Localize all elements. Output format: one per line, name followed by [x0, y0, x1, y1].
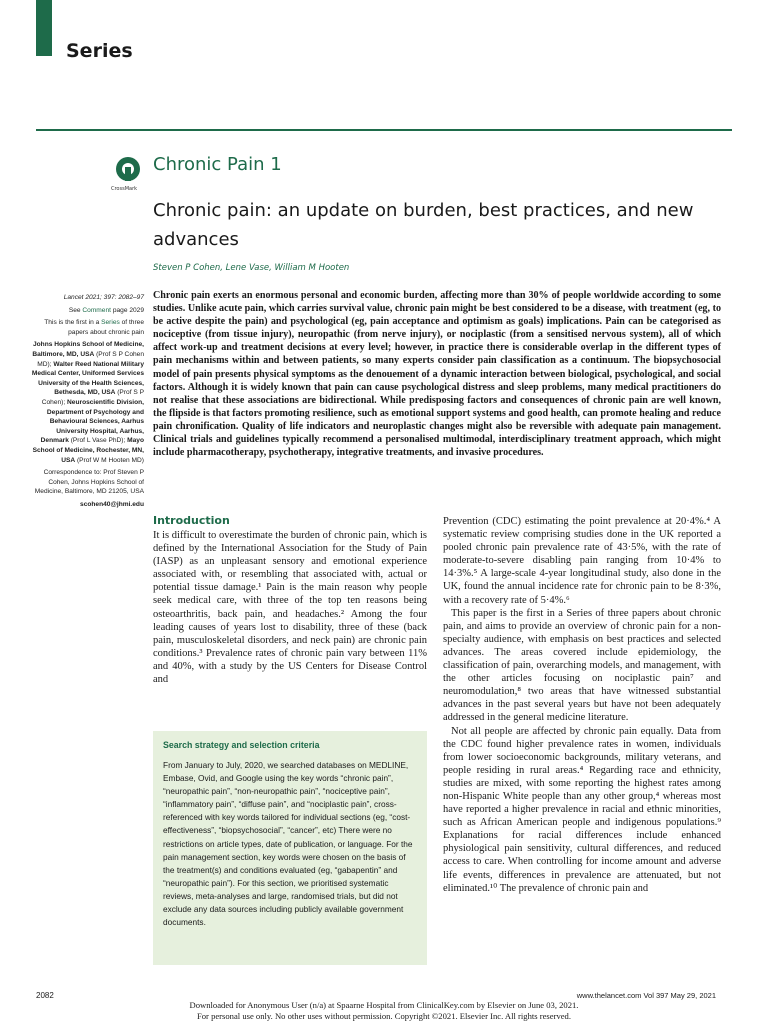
download-notice-2: For personal use only. No other uses without permission. Copyright ©2021. Elsevier Inc. All rights reserved.	[196, 1011, 572, 1021]
download-notice-1: Downloaded for Anonymous User (n/a) at Spaarne Hospital from ClinicalKey.com by Elsevier on June 03, 2021.	[189, 1000, 579, 1010]
citation: Lancet 2021; 397: 2082–97	[63, 294, 144, 301]
affiliation-2: Walter Reed National Military Medical Center, Uniformed Services University of the Health Sciences, Bethesda, MD, USA	[31, 360, 144, 397]
affiliation-4-author: (Prof W M Hooten MD)	[75, 456, 144, 464]
correspondence: Correspondence to: Prof Steven P Cohen, Johns Hopkins School of Medicine, Baltimore, MD 21205, USA	[34, 469, 144, 496]
panel-body: From January to July, 2020, we searched databases on MEDLINE, Embase, Ovid, and Google using the key words “chronic pain”, “neuropathic pain”, “non-neuropathic pain”, “nociceptive pain”, “inflammatory pain”, “diffuse pain”, and “nociplastic pain”, cross-referenced with key words tailored for individual sections (eg, “cost-effectiveness”, “biopsychosocial”, “cancer”, etc) There were no restrictions on article types, date of publication, or language. For the pain management section, key words were chosen on the basis of the treatment(s) and conditions evaluated (eg, “gabapentin” and “neuropathic pain”). For this section, we prioritised systematic reviews, meta-analyses and large, randomised trials, but did not exclude any data sources including publicly available government documents.	[163, 760, 413, 928]
series-note	[30, 318, 144, 337]
introduction-heading: Introduction	[153, 514, 230, 527]
right-paragraph-3: Not all people are affected by chronic pain equally. Data from the CDC found higher prevalence rates in women, individuals from lower socioeconomic backgrounds, military veterans, and people residing in rural areas.⁴ Regarding race and ethnicity, studies are mixed, with some reporting the highest rates among non-Hispanic White people than any other group,⁴ whereas most have reported a higher prevalence in racial and ethnic minorities, such as African American people and indigenous populations.⁹ Explanations for racial differences include enhanced physiological pain sensitivity, cultural differences, and reduced access to care. When controlling for income amount and adverse life events, differences in prevalence are attenuated, but not eliminated.¹⁰ The prevalence of chronic pain and	[443, 725, 721, 894]
series-link[interactable]: Series	[101, 319, 120, 327]
series-label: Series	[66, 40, 133, 62]
crossmark-icon[interactable]	[113, 155, 143, 189]
comment-link[interactable]: Comment	[82, 306, 111, 314]
intro-paragraph-1: It is difficult to overestimate the burden of chronic pain, which is defined by the International Association for the Study of Pain (IASP) as an unpleasant sensory and emotional experience associated with, or resembling that associated with, actual or potential tissue damage.¹ Pain is the main reason why people seek medical care, with three of the top ten reasons being osteoarthritis, back pain, and headaches.² Among the four leading causes of years lost to disability, three of these (back pain, musculoskeletal disorders, and neck pain) are chronic pain conditions.³ Prevalence rates of chronic pain vary between 11% and 40%, with a study by the US Centers for Disease Control and	[153, 530, 427, 686]
right-paragraph-2: This paper is the first in a Series of three papers about chronic pain, and aims to provide an overview of chronic pain for a non-specialty audience, with emphasis on best practices and selected advances. The areas covered include epidemiology, the classification of pain, overarching models, and management, with the other articles focusing on nociplastic pain⁷ and neuromodulation,⁸ two areas that have witnessed substantial advances in the past several years but have not been adequately addressed in the general medicine literature.	[443, 607, 721, 724]
series-note-start: This is the first in a	[44, 319, 102, 327]
affiliation-1: Johns Hopkins School of Medicine, Baltimore, MD, USA	[32, 341, 144, 358]
affiliations	[30, 340, 144, 465]
affiliation-2-author: (Prof S P Cohen);	[41, 389, 144, 406]
right-paragraph-1: Prevention (CDC) estimating the point prevalence at 20·4%.⁴ A systematic review comprising studies done in the UK reported a pooled chronic pain prevalence rate of 43·5%, with the rate of moderate-to-severe disabling pain ranging from 10·4% to 14·3%.⁵ A large-scale 4-year longitudinal study, also done in the UK, found the annual incidence rate for chronic pain to be 8·3%, with a recovery rate of 5·4%.⁶	[443, 516, 721, 606]
see-suffix: page 2029	[110, 306, 144, 314]
crossmark-label: CrossMark	[111, 186, 138, 192]
abstract: Chronic pain exerts an enormous personal and economic burden, affecting more than 30% of people worldwide according to some studies. Unlike acute pain, which carries survival value, chronic pain might be best considered to be a disease, with treatment (eg, to be active despite the pain) and psychological (eg, pain acceptance and optimism as goals) implications. Pain can be categorised as nociceptive (from tissue injury), neuropathic (from nerve injury), or nociplastic (from a sensitised nervous system), all of which affect work-up and treatment decisions at every level; however, in practice there is considerable overlap in the different types of pain mechanisms within and between patients, so many experts consider pain classification as a continuum. The biopsychosocial model of pain presents physical symptoms as the denouement of a dynamic interaction between biological, psychological, and social factors. Although it is widely known that pain can cause psychological distress and sleep problems, many medical practitioners do not realise that these associations are bidirectional. While predisposing factors and consequences of chronic pain are well known, the flipside is that factors promoting resilience, such as emotional support systems and good health, can promote healing and reduce pain chronification. Quality of life indicators and neuroplastic changes might also be reversible with adequate pain management. Clinical trials and guidelines typically recommend a personalised multimodal, interdisciplinary treatment approach, which might include pharmacotherapy, psychotherapy, integrative treatments, and invasive procedures.	[153, 290, 721, 459]
page-number: 2082	[36, 991, 54, 1000]
journal-footer: www.thelancet.com Vol 397 May 29, 2021	[576, 991, 716, 1000]
article-title: Chronic pain: an update on burden, best practices, and new advances	[153, 200, 694, 250]
correspondence-email[interactable]: scohen40@jhmi.edu	[80, 500, 144, 508]
article-kicker: Chronic Pain 1	[153, 154, 282, 175]
header-rule	[36, 129, 732, 131]
affiliation-3: Neuroscientific Division, Department of Psychology and Behavioural Sciences, Aarhus University Hospital, Aarhus, Denmark	[40, 398, 144, 445]
series-note-end: of three papers about chronic pain	[68, 319, 144, 336]
affiliation-1-author: (Prof S P Cohen MD);	[37, 350, 144, 368]
article-sidebar	[30, 293, 144, 512]
left-column	[153, 529, 427, 686]
article-authors: Steven P Cohen, Lene Vase, William M Hooten	[153, 263, 350, 273]
affiliation-3-author: (Prof L Vase PhD);	[68, 437, 128, 445]
panel-title: Search strategy and selection criteria	[163, 740, 320, 750]
see-prefix: See	[68, 306, 83, 314]
series-accent-bar	[36, 0, 52, 56]
see-comment	[30, 306, 144, 316]
right-column	[443, 515, 721, 895]
affiliation-4: Mayo School of Medicine, Rochester, MN, USA	[32, 437, 144, 464]
